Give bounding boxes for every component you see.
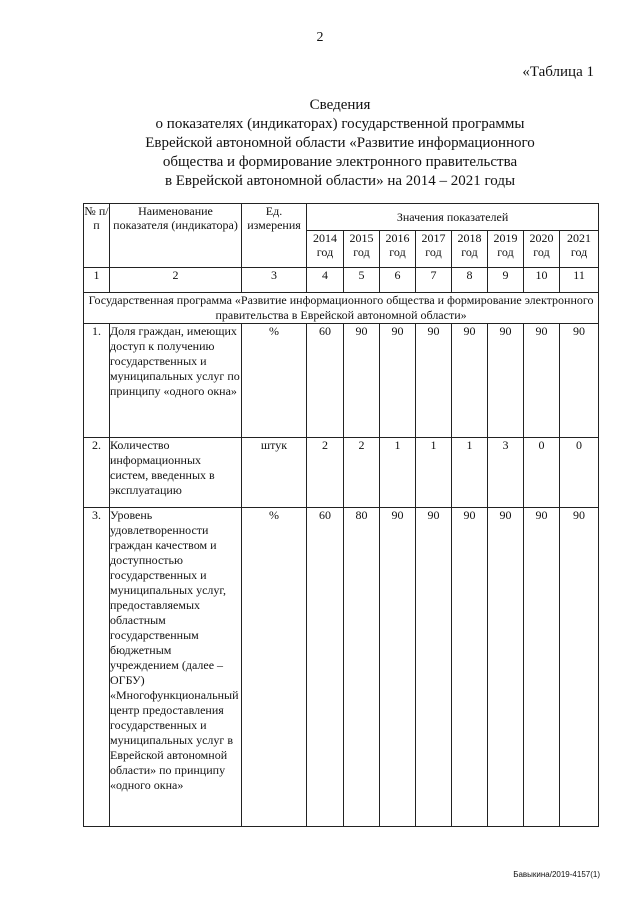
indicator-value: 90 [344,324,380,438]
header-year [560,231,599,268]
indicator-value: 90 [524,324,560,438]
header-unit: Ед. измерения [242,204,307,268]
indicator-value: 90 [416,508,452,827]
indicator-value: 0 [560,438,599,508]
indicator-value: 90 [416,324,452,438]
indicator-name: Количество информационных систем, введенных в эксплуатацию [110,438,242,508]
header-year-label: 2021 [567,231,592,245]
header-year-suffix: год [353,245,370,259]
indicator-value: 1 [380,438,416,508]
indicator-value: 1 [452,438,488,508]
header-row [84,204,599,231]
header-year-label: 2014 [313,231,337,245]
indicator-name: Доля граждан, имеющих доступ к получению государственных и муниципальных услуг по принципу «одного окна» [110,324,242,438]
column-number: 5 [344,268,380,293]
header-year-suffix: год [389,245,406,259]
indicator-value: 2 [344,438,380,508]
indicator-value: 2 [307,438,344,508]
header-year [416,231,452,268]
column-number: 7 [416,268,452,293]
table-row [84,438,599,508]
document-title [90,96,590,191]
column-number: 9 [488,268,524,293]
title-line: о показателях (индикаторах) государственной программы [155,116,525,132]
indicator-unit: % [242,324,307,438]
indicator-value: 1 [416,438,452,508]
header-year-label: 2019 [493,231,518,245]
program-row [84,293,599,324]
header-num: № п/п [84,204,110,268]
column-number: 8 [452,268,488,293]
row-number: 1. [84,324,110,438]
header-year-suffix: год [461,245,478,259]
footer-code: Бавыкина/2019-4157(1) [513,870,600,879]
indicator-value: 80 [344,508,380,827]
header-year [380,231,416,268]
indicator-value: 90 [452,508,488,827]
indicator-value: 90 [560,508,599,827]
indicator-value: 60 [307,324,344,438]
column-number: 6 [380,268,416,293]
table-row [84,324,599,438]
program-title: Государственная программа «Развитие информационного общества и формирование электронного правительства в Еврейской автономной области» [84,293,599,324]
header-year-suffix: год [316,245,334,259]
header-year [524,231,560,268]
header-year-suffix: год [425,245,442,259]
column-number: 10 [524,268,560,293]
title-line: Сведения [309,97,371,113]
column-number: 4 [307,268,344,293]
indicator-value: 3 [488,438,524,508]
title-line: общества и формирование электронного правительства [162,154,518,170]
title-line: Еврейской автономной области «Развитие информационного [145,135,535,151]
row-number: 2. [84,438,110,508]
indicator-name: Уровень удовлетворенности граждан качеством и доступностью государственных и муниципальных услуг, предоставляемых областным государственным бюджетным учреждением (далее – ОГБУ) «Многофункциональный центр предоставления государственных и муниципальных услуг в Еврейской автономной области» по принципу «одного окна» [110,508,242,827]
header-name: Наименование показателя (индикатора) [110,204,242,268]
title-line: в Еврейской автономной области» на 2014 – 2021 годы [164,173,516,189]
column-number: 1 [84,268,110,293]
indicator-value: 90 [380,324,416,438]
column-number: 11 [560,268,599,293]
header-year-label: 2017 [421,231,446,245]
row-number: 3. [84,508,110,827]
header-year-label: 2018 [457,231,482,245]
indicator-value: 90 [380,508,416,827]
column-number: 2 [110,268,242,293]
indicator-value: 0 [524,438,560,508]
column-number: 3 [242,268,307,293]
indicator-value: 90 [524,508,560,827]
header-year-label: 2020 [529,231,554,245]
indicators-table [83,203,599,827]
header-year-suffix: год [497,245,514,259]
table-row [84,508,599,827]
header-year [307,231,344,268]
indicator-value: 60 [307,508,344,827]
header-year [344,231,380,268]
indicator-unit: штук [242,438,307,508]
header-values-group: Значения показателей [307,204,599,231]
header-year [488,231,524,268]
header-year [452,231,488,268]
column-numbers-row [84,268,599,293]
indicator-value: 90 [560,324,599,438]
header-year-label: 2016 [385,231,410,245]
header-year-label: 2015 [349,231,374,245]
header-year-suffix: год [533,245,550,259]
page-number: 2 [316,30,324,45]
indicator-value: 90 [488,324,524,438]
header-year-suffix: год [570,245,588,259]
table-reference: «Таблица 1 [522,64,594,80]
indicator-value: 90 [488,508,524,827]
indicator-unit: % [242,508,307,827]
indicator-value: 90 [452,324,488,438]
